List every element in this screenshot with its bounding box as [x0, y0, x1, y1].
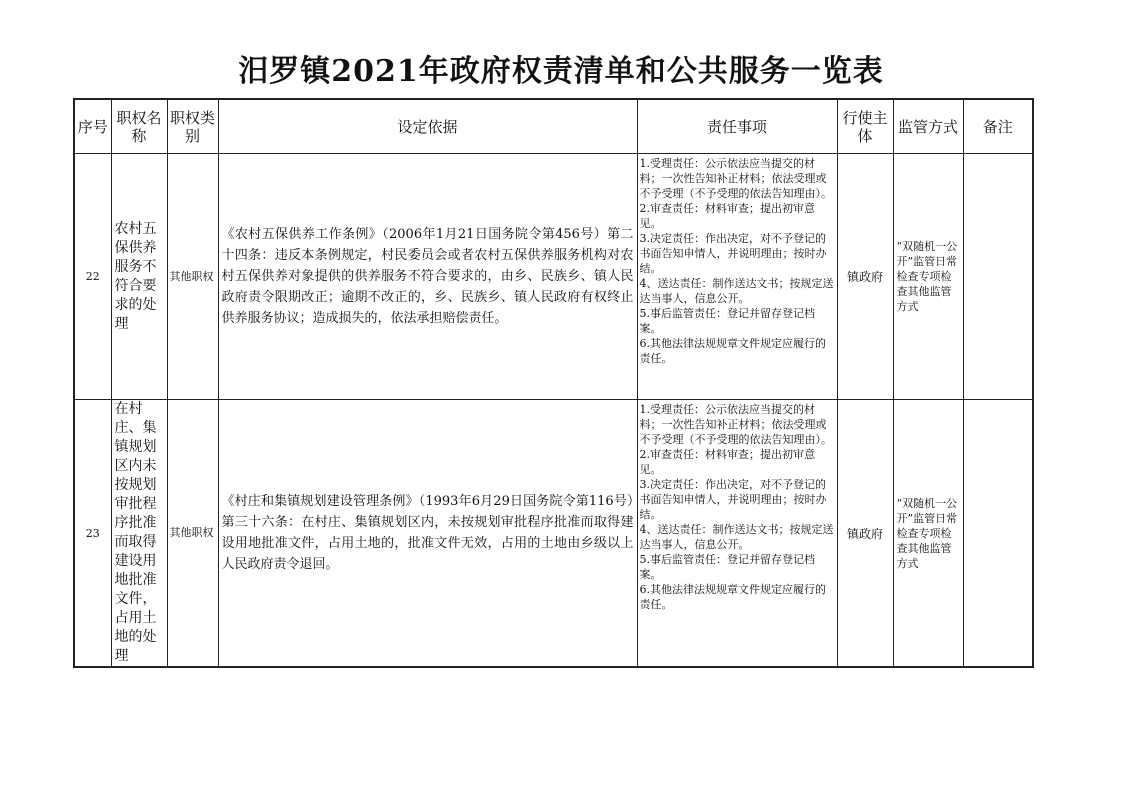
responsibility-item: 1.受理责任：公示依法应当提交的材料；一次性告知补正材料；依法受理或不予受理（不予受理的依法告知理由）。 — [639, 403, 832, 446]
responsibility-item: 5.事后监管责任：登记并留存登记档案。 — [639, 553, 815, 581]
cell-responsibility — [637, 400, 837, 668]
header-basis: 设定依据 — [218, 99, 637, 154]
header-remarks: 备注 — [963, 99, 1033, 154]
responsibility-item: 2.审查责任：材料审查；提出初审意见。 — [639, 202, 815, 230]
table-row — [74, 400, 1033, 668]
cell-category: 其他职权 — [167, 154, 218, 400]
responsibility-item: 4、送达责任：制作送达文书；按规定送达当事人，信息公开。 — [639, 277, 834, 305]
header-seq: 序号 — [74, 99, 111, 154]
header-subject: 行使主体 — [837, 99, 893, 154]
cell-name: 农村五保供养服务不符合要求的处理 — [111, 154, 167, 400]
powers-table — [73, 98, 1034, 668]
header-responsibility: 责任事项 — [637, 99, 837, 154]
responsibility-item: 5.事后监管责任：登记并留存登记档案。 — [639, 307, 815, 335]
responsibility-item: 3.决定责任：作出决定，对不予登记的书面告知申情人，并说明理由；按时办结。 — [639, 478, 827, 521]
header-supervision: 监管方式 — [893, 99, 963, 154]
cell-subject: 镇政府 — [837, 154, 893, 400]
cell-category: 其他职权 — [167, 400, 218, 668]
cell-responsibility — [637, 154, 837, 400]
responsibility-item: 1.受理责任：公示依法应当提交的材料；一次性告知补正材料；依法受理或不予受理（不予受理的依法告知理由）。 — [639, 157, 832, 200]
responsibility-item: 6.其他法律法规规章文件规定应履行的责任。 — [639, 337, 826, 365]
responsibility-item: 3.决定责任：作出决定，对不予登记的书面告知申情人，并说明理由；按时办结。 — [639, 232, 827, 275]
table-row — [74, 154, 1033, 400]
table-header-row — [74, 99, 1033, 154]
header-name: 职权名称 — [111, 99, 167, 154]
responsibility-item: 6.其他法律法规规章文件规定应履行的责任。 — [639, 583, 826, 611]
cell-supervision: “双随机一公开”监管日常检查专项检查其他监管方式 — [893, 154, 963, 400]
cell-remarks — [963, 400, 1033, 668]
cell-supervision: “双随机一公开”监管日常检查专项检查其他监管方式 — [893, 400, 963, 668]
cell-seq: 22 — [74, 154, 111, 400]
cell-basis: 《农村五保供养工作条例》（2006年1月21日国务院令第456号）第二十四条：违反本条例规定，村民委员会或者农村五保供养服务机构对农村五保供养对象提供的供养服务不符合要求的，由乡、民族乡、镇人民政府责令限期改正；逾期不改正的，乡、民族乡、镇人民政府有权终止供养服务协议；造成损失的，依法承担赔偿责任。 — [218, 154, 637, 400]
cell-name: 在村庄、集镇规划区内未按规划审批程序批准而取得建设用地批准文件，占用土地的处理 — [111, 400, 167, 668]
page-title: 汨罗镇2021年政府权责清单和公共服务一览表 — [238, 54, 884, 89]
cell-basis: 《村庄和集镇规划建设管理条例》（1993年6月29日国务院令第116号）第三十六条：在村庄、集镇规划区内，未按规划审批程序批准而取得建设用地批准文件，占用土地的，批准文件无效，占用的土地由乡级以上人民政府责令退回。 — [218, 400, 637, 668]
responsibility-item: 4、送达责任：制作送达文书；按规定送达当事人，信息公开。 — [639, 523, 834, 551]
header-category: 职权类别 — [167, 99, 218, 154]
responsibility-item: 2.审查责任：材料审查；提出初审意见。 — [639, 448, 815, 476]
cell-remarks — [963, 154, 1033, 400]
cell-subject: 镇政府 — [837, 400, 893, 668]
cell-seq: 23 — [74, 400, 111, 668]
